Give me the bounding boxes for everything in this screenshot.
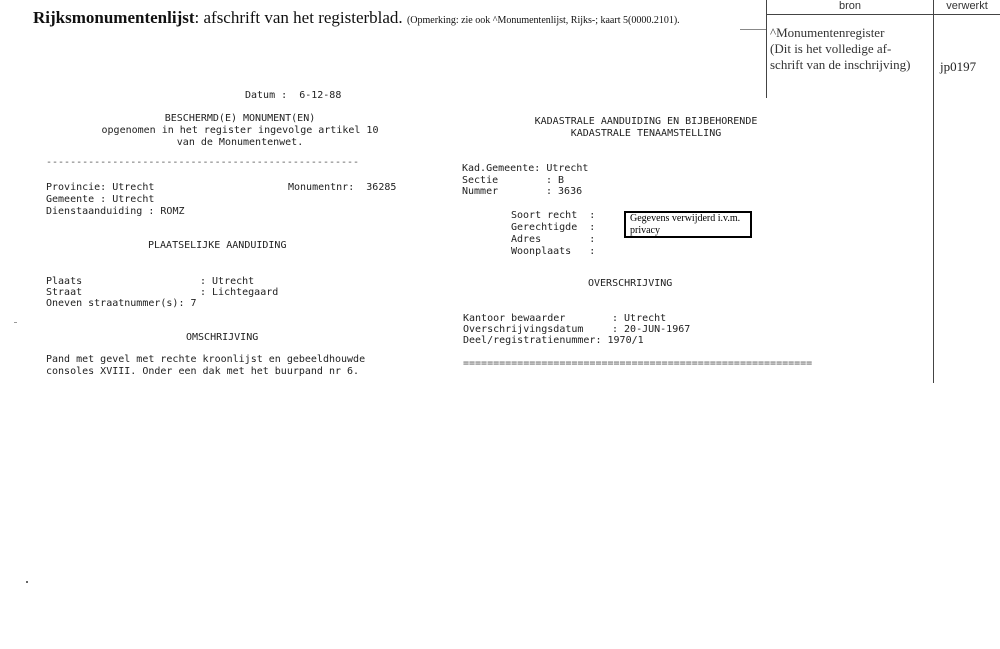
verwerkt-column-header: verwerkt: [946, 0, 988, 12]
dienst-line: [46, 206, 185, 218]
provincie-line: [46, 182, 154, 194]
provincie-label: Provincie:: [46, 182, 107, 193]
gemeente-value: Utrecht: [112, 194, 155, 205]
monumentnr-value: 36285: [366, 182, 397, 193]
sectie-label: Sectie: [462, 175, 499, 186]
register-heading-line-1: BESCHERMD(E) MONUMENT(EN): [164, 113, 316, 124]
overschrijving-heading: OVERSCHRIJVING: [588, 278, 673, 289]
bron-line-3: schrift van de inschrijving): [770, 57, 911, 72]
document-title: [33, 8, 680, 28]
bron-source-text: [770, 25, 910, 73]
monumentnr-line: [288, 182, 396, 194]
provincie-value: Utrecht: [112, 182, 155, 193]
oneven-label: Oneven straatnummer(s):: [46, 298, 185, 309]
bron-column-header: bron: [838, 0, 862, 12]
column-header-divider: [766, 14, 1000, 15]
title-bold: Rijksmonumentenlijst: [33, 8, 195, 27]
dienst-label: Dienstaanduiding :: [46, 206, 155, 217]
omschrijving-line-2: consoles XVIII. Onder een dak met het buurpand nr 6.: [46, 366, 360, 377]
kadaster-heading-line-1: KADASTRALE AANDUIDING EN BIJBEHORENDE: [534, 116, 758, 127]
nummer-label: Nummer: [462, 186, 499, 197]
monumentnr-label: Monumentnr:: [288, 182, 355, 193]
plaats-label: Plaats: [46, 276, 83, 287]
overschrijvingsdatum-label: Overschrijvingsdatum: [463, 324, 584, 335]
privacy-redaction-box: [624, 211, 752, 238]
straat-value: : Lichtegaard: [200, 287, 279, 298]
omschrijving-line-1: Pand met gevel met rechte kroonlijst en gebeeldhouwde: [46, 354, 366, 365]
title-note: (Opmerking: zie ook ^Monumentenlijst, Rijks-; kaart 5(0000.2101).: [406, 15, 680, 26]
omschrijving-heading: OMSCHRIJVING: [186, 332, 259, 343]
adres-label: Adres :: [511, 234, 596, 245]
nummer-value: : 3636: [546, 186, 583, 197]
datum-value: 6-12-88: [299, 90, 342, 101]
deel-line: [463, 335, 644, 347]
sectie-value: : B: [546, 175, 565, 186]
gemeente-label: Gemeente :: [46, 194, 107, 205]
gemeente-line: [46, 194, 154, 206]
kad-gemeente-label: Kad.Gemeente:: [462, 163, 541, 174]
kad-gemeente-value: Utrecht: [546, 163, 589, 174]
gerechtigde-label: Gerechtigde :: [511, 222, 596, 233]
register-heading: [40, 113, 440, 149]
register-heading-line-3: van de Monumentenwet.: [176, 137, 304, 148]
woonplaats-label: Woonplaats :: [511, 246, 596, 257]
bron-line-2: (Dit is het volledige af-: [770, 41, 892, 56]
plaatselijke-heading: PLAATSELIJKE AANDUIDING: [148, 240, 287, 251]
bron-line-1: ^Monumentenregister: [770, 25, 885, 40]
privacy-line-2: privacy: [630, 225, 660, 236]
scan-speck: [14, 322, 17, 323]
verwerkt-column-left-border: [933, 0, 934, 383]
verwerkt-code: jp0197: [940, 59, 977, 74]
kantoor-label: Kantoor bewaarder: [463, 313, 566, 324]
rechthebbende-fields: [511, 210, 595, 258]
deel-label: Deel/registratienummer:: [463, 335, 602, 346]
privacy-line-1: Gegevens verwijderd i.v.m.: [630, 213, 741, 224]
kadaster-heading: [446, 116, 846, 140]
kantoor-value: : Utrecht: [612, 313, 667, 324]
dienst-value: ROMZ: [160, 206, 185, 217]
title-rest: : afschrift van het registerblad.: [194, 8, 403, 27]
overschrijvingsdatum-value: : 20-JUN-1967: [612, 324, 691, 335]
omschrijving-text: [46, 354, 365, 378]
straat-label: Straat: [46, 287, 83, 298]
kad-gemeente-line: [462, 163, 588, 175]
datum-line: [245, 90, 341, 102]
soort-recht-label: Soort recht :: [511, 210, 596, 221]
plaats-value: : Utrecht: [200, 276, 255, 287]
oneven-value: 7: [190, 298, 197, 309]
datum-label: Datum :: [245, 90, 288, 101]
header-pointer-line: [740, 29, 766, 30]
kadaster-heading-line-2: KADASTRALE TENAAMSTELLING: [570, 128, 722, 139]
register-heading-line-2: opgenomen in het register ingevolge artikel 10: [101, 125, 379, 136]
register-separator: ----------------------------------------------------: [46, 157, 360, 168]
kadaster-separator: ==========================================================: [463, 358, 813, 369]
oneven-line: [46, 298, 197, 310]
deel-value: 1970/1: [607, 335, 644, 346]
scan-speck: [26, 581, 28, 583]
